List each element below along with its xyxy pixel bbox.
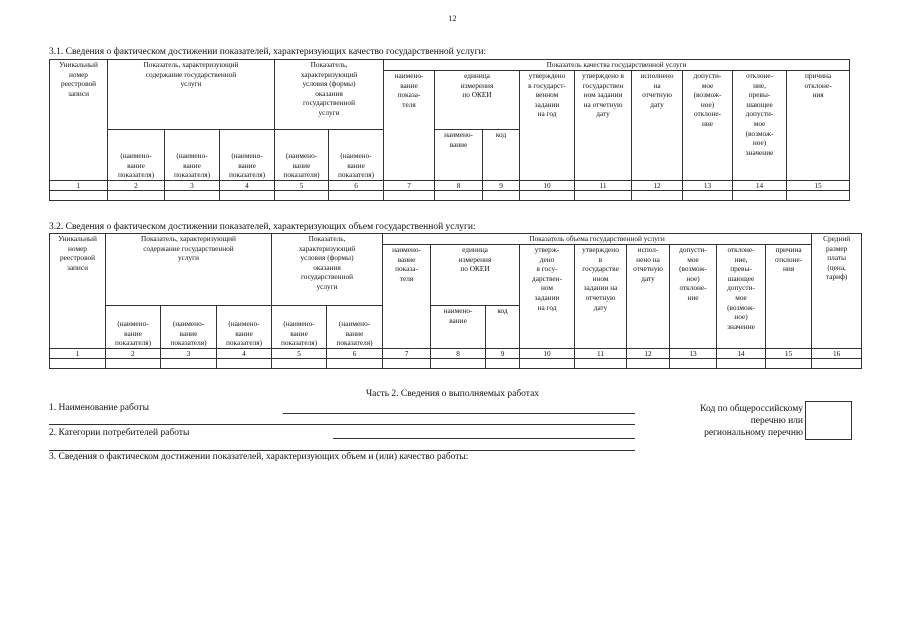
- section-3-1-title: 3.1. Сведения о фактическом достижении показателей, характеризующих качество государственной услуги:: [49, 47, 487, 57]
- column-number: 8: [435, 181, 483, 191]
- header-approved-year: утверж- дено в госу- дарствен- ном задании на год: [520, 245, 575, 349]
- column-number: 12: [632, 181, 683, 191]
- column-number: 4: [220, 181, 275, 191]
- work-name-label: 1. Наименование работы: [49, 403, 150, 413]
- categories-field-continued[interactable]: [49, 450, 635, 451]
- section-3-2-title: 3.2. Сведения о фактическом достижении показателей, характеризующих объем государственной услуги:: [49, 222, 476, 232]
- header-excess-deviation: отклоне- ние, превы- шающее допусти- мое (возмож- ное) значение: [717, 245, 766, 349]
- header-conditions-indicator: Показатель, характеризующий условия (формы) оказания государственной услуги: [272, 234, 383, 306]
- header-deviation-reason: причина отклоне- ния: [766, 245, 812, 349]
- header-approved-date: утверждено в государствен ном задании на отчетную дату: [575, 71, 632, 181]
- column-number: 14: [733, 181, 787, 191]
- column-number: 11: [575, 349, 627, 359]
- header-done: исполнено на отчетную дату: [632, 71, 683, 181]
- column-number: 2: [108, 181, 165, 191]
- column-number: 4: [217, 349, 272, 359]
- sub-indicator-name: (наимено- вание показателя): [106, 306, 161, 349]
- header-deviation-reason: причина отклоне- ния: [787, 71, 850, 181]
- header-indicator-name: наимено- вание показа- теля: [383, 245, 431, 349]
- column-number: 3: [165, 181, 220, 191]
- header-quality-group: Показатель качества государственной услуги: [384, 60, 850, 71]
- part-2-title: Часть 2. Сведения о выполняемых работах: [365, 389, 540, 399]
- column-number: 6: [329, 181, 384, 191]
- sub-indicator-name: (наимено- вание показателя): [329, 130, 384, 181]
- column-number: 6: [327, 349, 383, 359]
- header-allowed-deviation: допусти- мое (возмож- ное) отклоне- ние: [670, 245, 717, 349]
- header-volume-group: Показатель объема государственной услуги: [383, 234, 812, 245]
- column-number: 5: [275, 181, 329, 191]
- column-number: 5: [272, 349, 327, 359]
- column-number: 15: [787, 181, 850, 191]
- column-number: 11: [575, 181, 632, 191]
- column-number: 13: [670, 349, 717, 359]
- header-content-indicator: Показатель, характеризующий содержание государственной услуги: [108, 60, 275, 130]
- column-number: 10: [520, 349, 575, 359]
- registry-code-box[interactable]: [805, 401, 852, 440]
- sub-indicator-name: (наимено- вание показателя): [165, 130, 220, 181]
- volume-indicators-table: [49, 233, 862, 369]
- header-unit-code: код: [483, 130, 520, 181]
- categories-label: 2. Категории потребителей работы: [49, 428, 190, 438]
- header-excess-deviation: отклоне- ние, превы- шающее допусти- мое (возмож- ное) значение: [733, 71, 787, 181]
- work-name-field[interactable]: [283, 413, 635, 414]
- sub-indicator-name: (наимено- вание показателя): [275, 130, 329, 181]
- header-unit-okei: единица измерения по ОКЕИ: [435, 71, 520, 130]
- sub-indicator-name: (наимено- вание показателя): [161, 306, 217, 349]
- header-unit-okei: единица измерения по ОКЕИ: [431, 245, 520, 306]
- sub-indicator-name: (наимено- вание показателя): [327, 306, 383, 349]
- column-number: 7: [383, 349, 431, 359]
- header-average-fee: Средний размер платы (цена, тариф): [812, 234, 862, 349]
- column-number: 7: [384, 181, 435, 191]
- column-number: 9: [483, 181, 520, 191]
- header-unique-number: Уникальный номер реестровой записи: [50, 60, 108, 181]
- table-row: [50, 359, 862, 369]
- column-number: 8: [431, 349, 486, 359]
- quality-indicators-table: [49, 59, 850, 201]
- section-3-work-title: 3. Сведения о фактическом достижении показателей, характеризующих объем и (или) качество работы:: [49, 452, 469, 462]
- header-unit-name: наимено- вание: [435, 130, 483, 181]
- work-name-field-continued[interactable]: [49, 424, 635, 425]
- sub-indicator-name: (наимено- вание показателя): [272, 306, 327, 349]
- column-number: 1: [50, 349, 106, 359]
- column-number: 12: [627, 349, 670, 359]
- column-number: 16: [812, 349, 862, 359]
- header-approved-year: утверждено в государст- венном задании на год: [520, 71, 575, 181]
- header-unit-name: наимено- вание: [431, 306, 486, 349]
- header-allowed-deviation: допусти- мое (возмож- ное) отклоне- ние: [683, 71, 733, 181]
- header-done: испол- нено на отчетную дату: [627, 245, 670, 349]
- header-content-indicator: Показатель, характеризующий содержание государственной услуги: [106, 234, 272, 306]
- sub-indicator-name: (наимено- вание показателя): [217, 306, 272, 349]
- categories-field[interactable]: [333, 438, 635, 439]
- column-number: 10: [520, 181, 575, 191]
- column-number: 9: [486, 349, 520, 359]
- registry-code-label: Код по общероссийскому перечню или региональному перечню: [700, 404, 803, 438]
- column-number: 15: [766, 349, 812, 359]
- header-unique-number: Уникальный номер реестровой записи: [50, 234, 106, 349]
- page-number: 12: [448, 14, 457, 23]
- header-conditions-indicator: Показатель, характеризующий условия (формы) оказания государственной услуги: [275, 60, 384, 130]
- sub-indicator-name: (наимено- вание показателя): [108, 130, 165, 181]
- sub-indicator-name: (наимено- вание показателя): [220, 130, 275, 181]
- header-approved-date: утверждено в государстве нном задании на отчетную дату: [575, 245, 627, 349]
- table-row: [50, 191, 850, 201]
- header-indicator-name: наимено- вание показа- теля: [384, 71, 435, 181]
- column-number: 1: [50, 181, 108, 191]
- column-number: 14: [717, 349, 766, 359]
- column-number: 13: [683, 181, 733, 191]
- column-number: 2: [106, 349, 161, 359]
- column-number: 3: [161, 349, 217, 359]
- header-unit-code: код: [486, 306, 520, 349]
